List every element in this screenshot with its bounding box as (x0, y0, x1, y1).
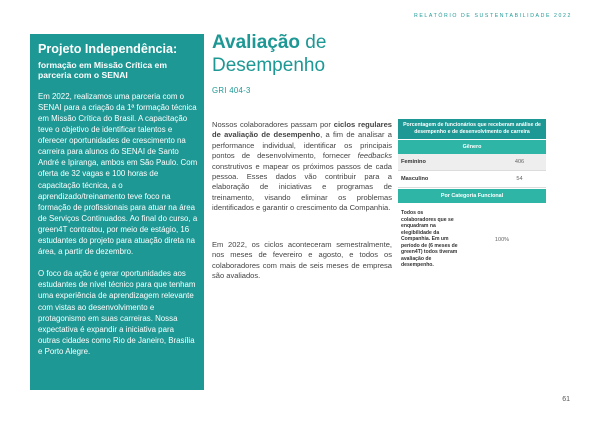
sidebar-title: Projeto Independência: (38, 42, 178, 56)
p1-start: Nossos colaboradores passam por (212, 120, 334, 129)
table-header: Porcentagem de funcionários que receberam análise de desempenho e de desenvolvimento de carreira (398, 119, 546, 139)
table-row (398, 154, 546, 171)
table-row (398, 205, 546, 275)
sidebar-subtitle: formação em Missão Crítica em parceria com o SENAI (38, 60, 167, 81)
table-row-value: 100% (494, 236, 510, 243)
body-paragraph-1 (212, 120, 392, 214)
sidebar-paragraph-2: O foco da ação é gerar oportunidades aos estudantes de nível técnico para que tenham uma experiência de aprendizagem relevante com vistas ao desenvolvimento e protagonismo em suas carreiras. Nossa expectativa é expandir a iniciativa para outras cidades como Rio de Janeiro, Brasília e Porto Alegre. (38, 269, 196, 356)
table-row (398, 171, 546, 188)
body-paragraph-2: Em 2022, os ciclos aconteceram semestralmente, nos meses de fevereiro e agosto, e todos os colaboradores com mais de seis meses de empresa são avaliados. (212, 240, 392, 281)
gri-code: GRI 404-3 (212, 86, 251, 95)
report-header: RELATÓRIO DE SUSTENTABILIDADE 2022 (414, 13, 572, 19)
table-row-value: 406 (514, 158, 525, 165)
p1-italic: feedbacks (357, 151, 392, 161)
table-genero-header: Gênero (398, 140, 546, 154)
page-title-line-2: Desempenho (212, 55, 326, 76)
p1-end: construtivos e mapear os próximos passos de cada pessoa. Esses dados vão contribuir para a elaboração de iniciativas e programas de treinamento, visando eliminar os problemas identificados e garantir o crescimento da Companhia. (212, 161, 392, 213)
table-row-label: Todos os colaboradores que se enquadram na elegibilidade da Companhia. Em um período de (6 meses de green4T) todos tiveram avaliação de desempenho. (401, 210, 458, 269)
page-number: 61 (562, 396, 570, 403)
page-title-light: de (305, 32, 327, 53)
table-row-label: Feminino (401, 158, 426, 165)
p1-mid: , a fim de analisar a performance individual, identificar os principais pontos de desenvolvimento, fornecer (212, 130, 392, 161)
table-categoria-header: Por Categoria Funcional (398, 189, 546, 203)
sidebar-box (30, 34, 204, 390)
page-title-bold: Avaliação (212, 32, 301, 53)
table-row-value: 54 (516, 175, 523, 182)
page-title (212, 32, 326, 54)
evaluation-table (398, 119, 546, 275)
p1-bold: ciclos regulares de avaliação de desempenho (212, 120, 392, 140)
table-row-label: Masculino (401, 175, 429, 182)
sidebar-paragraph-1: Em 2022, realizamos uma parceria com o SENAI para a criação da 1ª formação técnica em Missão Crítica do Brasil. A capacitação teve o objetivo de identificar talentos e oferecer oportunidades de crescimento na carreira para alunos do SENAI de Santo André e Ipiranga, ambos em São Paulo. Com oferta de 32 vagas e 100 horas de capacitação técnica, a o aprendizado/treinamento teve foco na formação de profissionais para atuar na área de Serviços Continuados. Ao final do curso, a green4T contratou, por meio de estágio, 16 estudantes do projeto para atuação direta na área, a partir de dezembro. (38, 91, 198, 257)
